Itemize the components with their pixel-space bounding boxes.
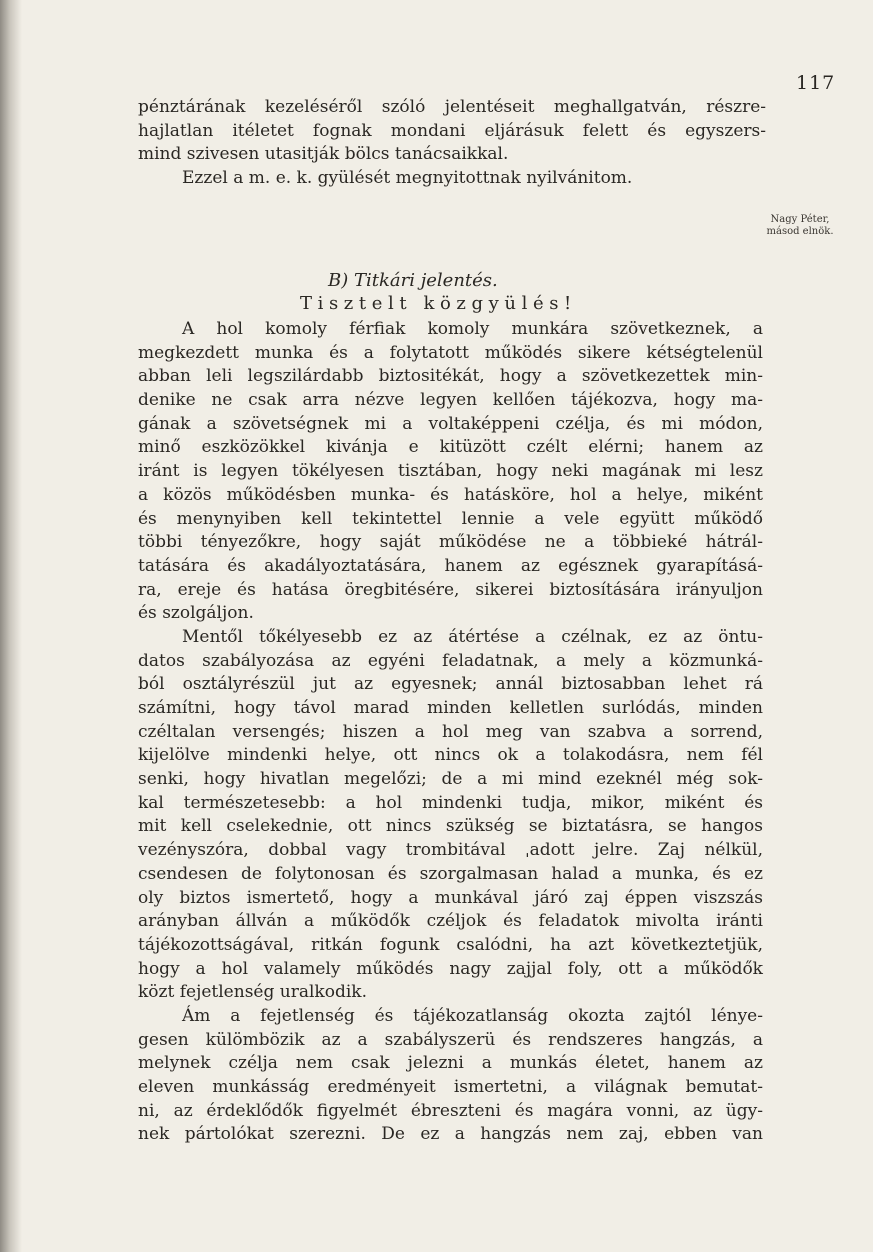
salutation: Tisztelt közgyülés! (300, 293, 577, 314)
closing-line: Ezzel a m. e. k. gyülését megnyitottnak nyilvánitom. (182, 168, 633, 189)
body-line: A hol komoly férfiak komoly munkára szövetkeznek, a (182, 319, 763, 339)
report-body (138, 318, 763, 1147)
page-edge-shadow (0, 0, 22, 1252)
body-line: hogy a hol valamely működés nagy zajjal foly, ott a működők (138, 958, 763, 979)
body-line: mit kell cselekednie, ott nincs szükség se biztatásra, se hangos (138, 816, 763, 837)
signature-name: Nagy Péter, (770, 214, 830, 225)
body-line: gesen külömbözik az a szabályszerü és rendszeres hangzás, a (138, 1029, 763, 1050)
body-line: oly biztos ismertető, hogy a munkával járó zaj éppen viszszás (138, 887, 763, 908)
page-number: 117 (796, 72, 836, 94)
body-line: Mentől tőkélyesebb ez az átértése a czélnak, ez az öntu- (182, 626, 763, 647)
body-line: gának a szövetségnek mi a voltaképpeni czélja, és mi módon, (138, 413, 763, 434)
body-line: iránt is legyen tökélyesen tisztában, hogy neki magának mi lesz (138, 461, 763, 482)
section-heading: B) Titkári jelentés. (328, 270, 498, 291)
intro-paragraph (138, 96, 766, 191)
body-line: tájékozottságával, ritkán fogunk csalódni, ha azt következtetjük, (138, 934, 763, 955)
body-line: megkezdett munka és a folytatott működés sikere kétségtelenül (138, 342, 763, 363)
body-line: eleven munkásság eredményeit ismertetni, a világnak bemutat- (138, 1077, 763, 1097)
body-line: denike ne csak arra nézve legyen kellően tájékozva, hogy ma- (138, 390, 763, 411)
intro-line: pénztárának kezeléséről szóló jelentéseit meghallgatván, részre- (138, 97, 766, 117)
signature-title: másod elnök. (766, 226, 834, 237)
body-line: Ám a fejetlenség és tájékozatlanság okozta zajtól lénye- (182, 1005, 763, 1026)
body-line: minő eszközökkel kivánja e kitüzött czélt elérni; hanem az (138, 437, 763, 458)
intro-line: hajlatlan itéletet fognak mondani eljárásuk felett és egyszers- (138, 120, 766, 141)
body-line: csendesen de folytonosan és szorgalmasan halad a munka, és ez (138, 863, 763, 884)
body-line: kijelölve mindenki helye, ott nincs ok a tolakodásra, nem fél (138, 745, 763, 766)
body-line: tatására és akadályoztatására, hanem az egésznek gyarapításá- (138, 555, 763, 576)
body-line: közt fejetlenség uralkodik. (138, 982, 367, 1003)
signature (760, 214, 840, 238)
body-line: ra, ereje és hatása öregbitésére, sikerei biztosítására irányuljon (138, 579, 763, 600)
body-line: többi tényezőkre, hogy saját működése ne a többieké hátrál- (138, 532, 763, 553)
body-line: czéltalan versengés; hiszen a hol meg van szabva a sorrend, (138, 721, 763, 742)
body-line: ni, az érdeklődők figyelmét ébreszteni és magára vonni, az ügy- (138, 1100, 763, 1121)
body-line: és szolgáljon. (138, 603, 254, 624)
body-line: a közös működésben munka- és hatásköre, hol a helye, miként (138, 484, 763, 505)
body-line: és menynyiben kell tekintettel lennie a vele együtt működő (138, 508, 763, 529)
body-line: senki, hogy hivatlan megelőzi; de a mi mind ezeknél még sok- (138, 769, 763, 790)
body-line: datos szabályozása az egyéni feladatnak, a mely a közmunká- (138, 650, 763, 671)
body-line: abban leli legszilárdabb biztositékát, hogy a szövetkezettek min- (138, 366, 763, 387)
body-line: arányban állván a működők czéljok és feladatok mivolta iránti (138, 911, 763, 932)
body-line: nek pártolókat szerezni. De ez a hangzás nem zaj, ebben van (138, 1124, 763, 1145)
body-line: vezényszóra, dobbal vagy trombitával ˌadott jelre. Zaj nélkül, (138, 840, 763, 861)
intro-line: mind szivesen utasitják bölcs tanácsaikkal. (138, 144, 509, 165)
body-line: kal természetesebb: a hol mindenki tudja, mikor, miként és (138, 792, 763, 813)
body-line: számítni, hogy távol marad minden kelletlen surlódás, minden (138, 698, 763, 718)
body-line: melynek czélja nem csak jelezni a munkás életet, hanem az (138, 1053, 763, 1074)
body-line: ból osztályrészül jut az egyesnek; annál biztosabban lehet rá (138, 674, 763, 695)
